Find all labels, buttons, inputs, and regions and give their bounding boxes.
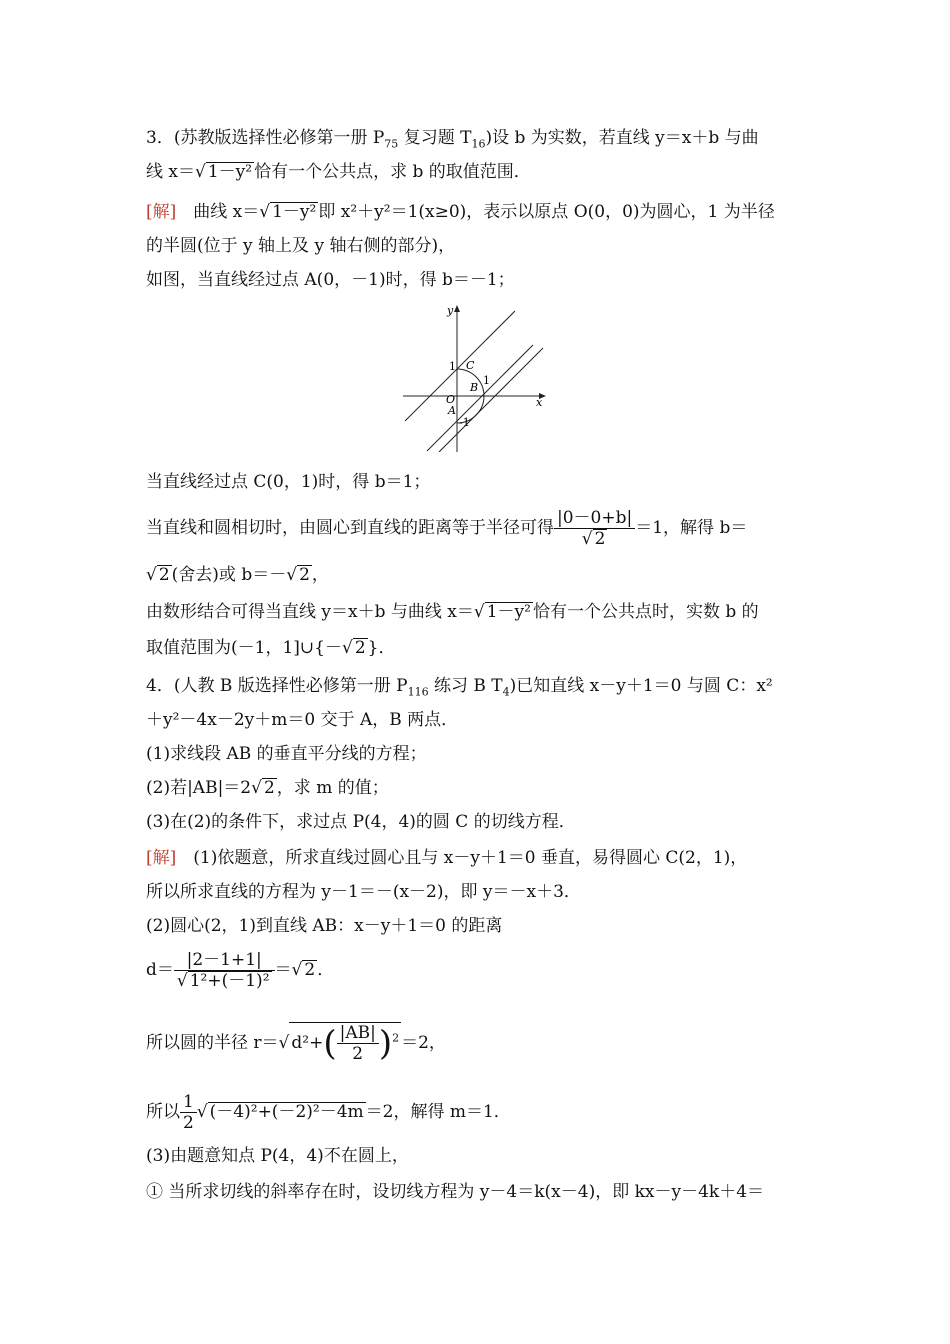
x-axis-label: x bbox=[536, 396, 543, 409]
line-through-c bbox=[405, 311, 515, 421]
solution-label: [解] bbox=[146, 202, 177, 222]
semicircle-figure bbox=[403, 302, 548, 452]
origin-label: O bbox=[446, 393, 456, 406]
solution-3-line-5: 当直线和圆相切时，由圆心到直线的距离等于半径可得 $\frac{|0-0+b|}{√ 2}$ ＝1，解得 b＝ bbox=[146, 508, 748, 549]
problem-4-question-3: (3)在(2)的条件下，求过点 P(4，4)的圆 C 的切线方程． bbox=[146, 812, 576, 832]
solution-3-line-8: 取值范围为(－1，1]∪{－√ 2 }． bbox=[146, 638, 396, 658]
solution-3-line-6: √ 2 (舍去)或 b＝－√ 2 ， bbox=[146, 565, 329, 585]
solution-3-line-3: 如图，当直线经过点 A(0，－1)时，得 b＝－1； bbox=[146, 270, 515, 290]
problem-4-question-2: (2)若|AB|＝2√ 2 ，求 m 的值； bbox=[146, 778, 389, 798]
problem-3-line-1: 3．(苏教版选择性必修第一册 $P_{75}$ 复习题 $T_{16}$)设 b 为实数，若直线 y＝x＋b 与曲 bbox=[146, 128, 759, 151]
point-c-label: C bbox=[466, 359, 475, 372]
solution-4-line-4: (3)由题意知点 P(4，4)不在圆上， bbox=[146, 1146, 409, 1166]
problem-4-question-1: (1)求线段 AB 的垂直平分线的方程； bbox=[146, 744, 427, 764]
solution-4-distance: d＝ $\frac{|2-1+1|}{\text{√ 1²+(－1)²}}$ ＝√ 2 ． bbox=[146, 950, 335, 991]
solution-4-line-2: 所以所求直线的方程为 y－1＝－(x－2)，即 y＝－x＋3． bbox=[146, 882, 581, 902]
problem-3-line-2: 线 x＝√ 1－y² 恰有一个公共点，求 b 的取值范围． bbox=[146, 162, 531, 182]
solution-3-line-4: 当直线经过点 C(0，1)时，得 b＝1； bbox=[146, 472, 431, 492]
problem-4-line-1: 4．(人教 B 版选择性必修第一册 $P_{116}$ 练习 B $T_4$)已知直线 x－y＋1＝0 与圆 C：x² bbox=[146, 676, 773, 699]
tick-y-minus-one: -1 bbox=[459, 416, 470, 429]
solution-4-line-5: ① 当所求切线的斜率存在时，设切线方程为 y－4＝k(x－4)，即 kx－y－4k＋4＝ bbox=[146, 1182, 765, 1202]
solution-4-m-equation: 所以 $\frac{1}{2}$ √ (－4)²+(－2)²－4m ＝2，解得 m＝1． bbox=[146, 1092, 511, 1133]
y-axis-label: y bbox=[447, 304, 454, 317]
solution-3-line-2: 的半圆(位于 y 轴上及 y 轴右侧的部分)， bbox=[146, 236, 456, 256]
line-through-a bbox=[427, 345, 533, 451]
solution-4-line-3: (2)圆心(2，1)到直线 AB：x－y＋1＝0 的距离 bbox=[146, 916, 503, 936]
distance-fraction: $\frac{|2-1+1|}{\text{√ 1²+(－1)²}}$ bbox=[174, 950, 275, 991]
solution-3-line-7: 由数形结合可得当直线 y＝x＋b 与曲线 x＝√ 1－y² 恰有一个公共点时，实数 b 的 bbox=[146, 602, 759, 622]
distance-fraction: $\frac{|0-0+b|}{√ 2}$ bbox=[554, 508, 635, 549]
tick-y-one: 1 bbox=[449, 360, 456, 373]
solution-4-line-1: [解] (1)依题意，所求直线过圆心且与 x－y＋1＝0 垂直，易得圆心 C(2，1)， bbox=[146, 848, 748, 868]
solution-label: [解] bbox=[146, 848, 177, 868]
point-b-label: B bbox=[470, 381, 479, 394]
point-a-label: A bbox=[448, 404, 456, 417]
solution-3-line-1: [解] 曲线 x＝√ 1－y² 即 x²＋y²＝1(x≥0)，表示以原点 O(0，0)为圆心，1 为半径 bbox=[146, 202, 775, 222]
solution-4-radius: 所以圆的半径 r＝√ d²+( $\frac{|AB|}{2}$ )$^2$ ＝2， bbox=[146, 1023, 446, 1064]
problem-4-line-2: ＋y²－4x－2y＋m＝0 交于 A，B 两点． bbox=[146, 710, 459, 730]
tick-x-one: 1 bbox=[483, 374, 490, 387]
